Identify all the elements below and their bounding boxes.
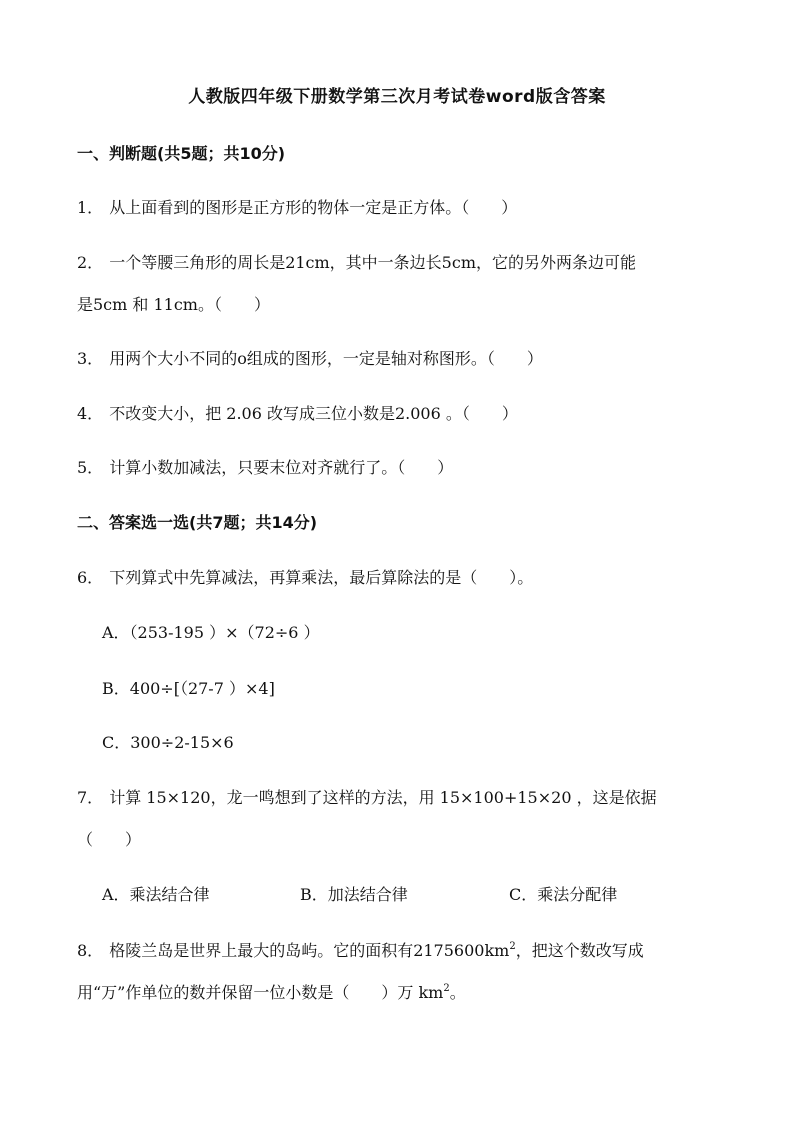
question-text: 用“万”作单位的数并保留一位小数是（ ）万 km [77,983,444,1002]
question-6-option-c: C．300÷2-15×6 [102,733,234,752]
question-text: 用两个大小不同的o组成的图形，一定是轴对称图形。（ ） [109,349,543,368]
question-text: 从上面看到的图形是正方形的物体一定是正方体。（ ） [109,198,518,217]
question-6-option-a: A．（253-195 ）×（72÷6 ） [102,623,320,642]
question-number: 1． [77,198,104,217]
question-text: ，把这个数改写成 [515,941,644,960]
question-text: 格陵兰岛是世界上最大的岛屿。它的面积有2175600km [109,941,510,960]
question-7 [77,786,657,810]
question-number: 8． [77,941,104,960]
question-text: 一个等腰三角形的周长是21cm，其中一条边长5cm，它的另外两条边可能 [109,253,636,272]
question-7-continued: （ ） [77,830,142,849]
question-text: 不改变大小，把 2.06 改写成三位小数是2.006 。（ ） [109,404,518,423]
superscript: 2 [443,983,450,994]
question-8-continued [77,981,466,1005]
question-number: 5． [77,458,104,477]
question-6-option-b: B．400÷[（27-7 ）×4] [102,679,275,698]
question-6 [77,566,533,590]
question-5 [77,456,453,480]
superscript: 2 [509,941,516,952]
page-title: 人教版四年级下册数学第三次月考试卷word版含答案 [188,87,606,107]
question-number: 2． [77,253,104,272]
question-number: 4． [77,404,104,423]
question-3 [77,347,543,371]
question-number: 6． [77,568,104,587]
question-number: 7． [77,788,104,807]
question-8 [77,939,644,963]
question-text: 下列算式中先算减法，再算乘法，最后算除法的是（ ）。 [109,568,534,587]
question-7-option-b: B．加法结合律 [300,885,408,904]
question-text: 计算 15×120，龙一鸣想到了这样的方法，用 15×100+15×20 ，这是依据 [109,788,657,807]
question-text: 。 [449,983,466,1002]
question-1 [77,196,517,220]
question-2-continued: 是5cm 和 11cm。（ ） [77,295,270,314]
question-number: 3． [77,349,104,368]
question-text: 计算小数加减法，只要末位对齐就行了。（ ） [109,458,454,477]
section-heading-choice: 二、答案选一选(共7题；共14分) [77,513,318,532]
question-7-option-a: A．乘法结合律 [102,885,210,904]
question-2 [77,251,636,275]
question-7-option-c: C．乘法分配律 [509,885,618,904]
section-heading-judgment: 一、判断题(共5题；共10分) [77,144,286,163]
question-4 [77,402,518,426]
